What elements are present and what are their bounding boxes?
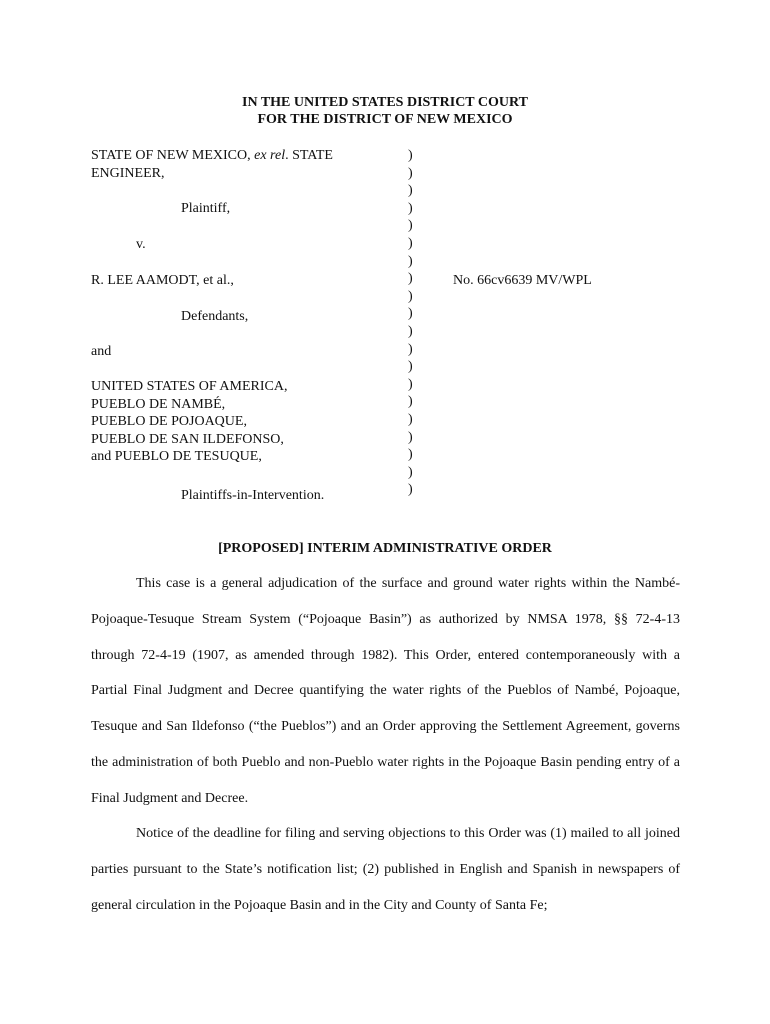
caption-parenthesis: ) (408, 394, 413, 410)
plaintiff-role: Plaintiff, (181, 201, 231, 216)
plaintiff-name-suffix: . STATE (285, 148, 333, 163)
intervenor-line: PUEBLO DE POJOAQUE, (91, 414, 247, 430)
court-name-heading: IN THE UNITED STATES DISTRICT COURT (242, 95, 528, 110)
caption-parenthesis: ) (408, 165, 413, 181)
caption-parenthesis: ) (408, 253, 413, 269)
body-paragraph: Notice of the deadline for filing and serving objections to this Order was (1) mailed to all joined parties pursuant to the State’s notification list; (2) published in English and Spanish in newspapers of general circulation in the Pojoaque Basin and in the City and County of Santa Fe; (91, 826, 680, 913)
defendant-role: Defendants, (181, 309, 249, 324)
caption-parenthesis: ) (408, 323, 413, 339)
intervenor-line: UNITED STATES OF AMERICA, (91, 379, 288, 394)
caption-parenthesis: ) (408, 376, 413, 392)
ex-rel-italic: ex rel (254, 148, 286, 163)
intervenor-line: and PUEBLO DE TESUQUE, (91, 449, 262, 465)
caption-parenthesis: ) (408, 411, 413, 427)
caption-parenthesis: ) (408, 271, 413, 287)
caption-parenthesis: ) (408, 482, 413, 498)
caption-parenthesis: ) (408, 200, 413, 216)
plaintiff-name-line1 (91, 147, 333, 165)
caption-parenthesis: ) (408, 218, 413, 234)
plaintiff-name-prefix: STATE OF NEW MEXICO, (91, 148, 255, 163)
caption-parenthesis: ) (408, 429, 413, 445)
intervenor-line: PUEBLO DE NAMBÉ, (91, 396, 226, 412)
court-district-heading: FOR THE DISTRICT OF NEW MEXICO (257, 112, 513, 127)
versus: v. (136, 237, 146, 252)
case-number: No. 66cv6639 MV/WPL (453, 273, 592, 288)
intervenor-role: Plaintiffs-in-Intervention. (181, 488, 325, 503)
body-paragraph: This case is a general adjudication of the surface and ground water rights within the Nambé-Pojoaque-Tesuque Stream System (“Pojoaque Basin”) as authorized by NMSA 1978, §§ 72-4-13 through 72-4-19 (1907, as amended through 1982). This Order, entered contemporaneously with a Partial Final Judgment and Decree quantifying the water rights of the Pueblos of Nambé, Pojoaque, Tesuque and San Ildefonso (“the Pueblos”) and an Order approving the Settlement Agreement, governs the administration of both Pueblo and non-Pueblo water rights in the Pojoaque Basin pending entry of a Final Judgment and Decree. (91, 576, 680, 806)
and-conjunction: and (91, 344, 112, 359)
caption-parenthesis: ) (408, 359, 413, 375)
intervenor-line: PUEBLO DE SAN ILDEFONSO, (91, 431, 284, 447)
caption-parenthesis-column (408, 147, 418, 499)
caption-parenthesis: ) (408, 183, 413, 199)
order-title: [PROPOSED] INTERIM ADMINISTRATIVE ORDER (218, 541, 552, 556)
caption-parenthesis: ) (408, 235, 413, 251)
defendant-name: R. LEE AAMODT, et al., (91, 273, 234, 288)
caption-parenthesis: ) (408, 288, 413, 304)
caption-parenthesis: ) (408, 447, 413, 463)
caption-parenthesis: ) (408, 148, 413, 163)
caption-parenthesis: ) (408, 341, 413, 357)
caption-parenthesis: ) (408, 464, 413, 480)
caption-parenthesis: ) (408, 306, 413, 322)
plaintiff-name-line2: ENGINEER, (91, 165, 165, 181)
